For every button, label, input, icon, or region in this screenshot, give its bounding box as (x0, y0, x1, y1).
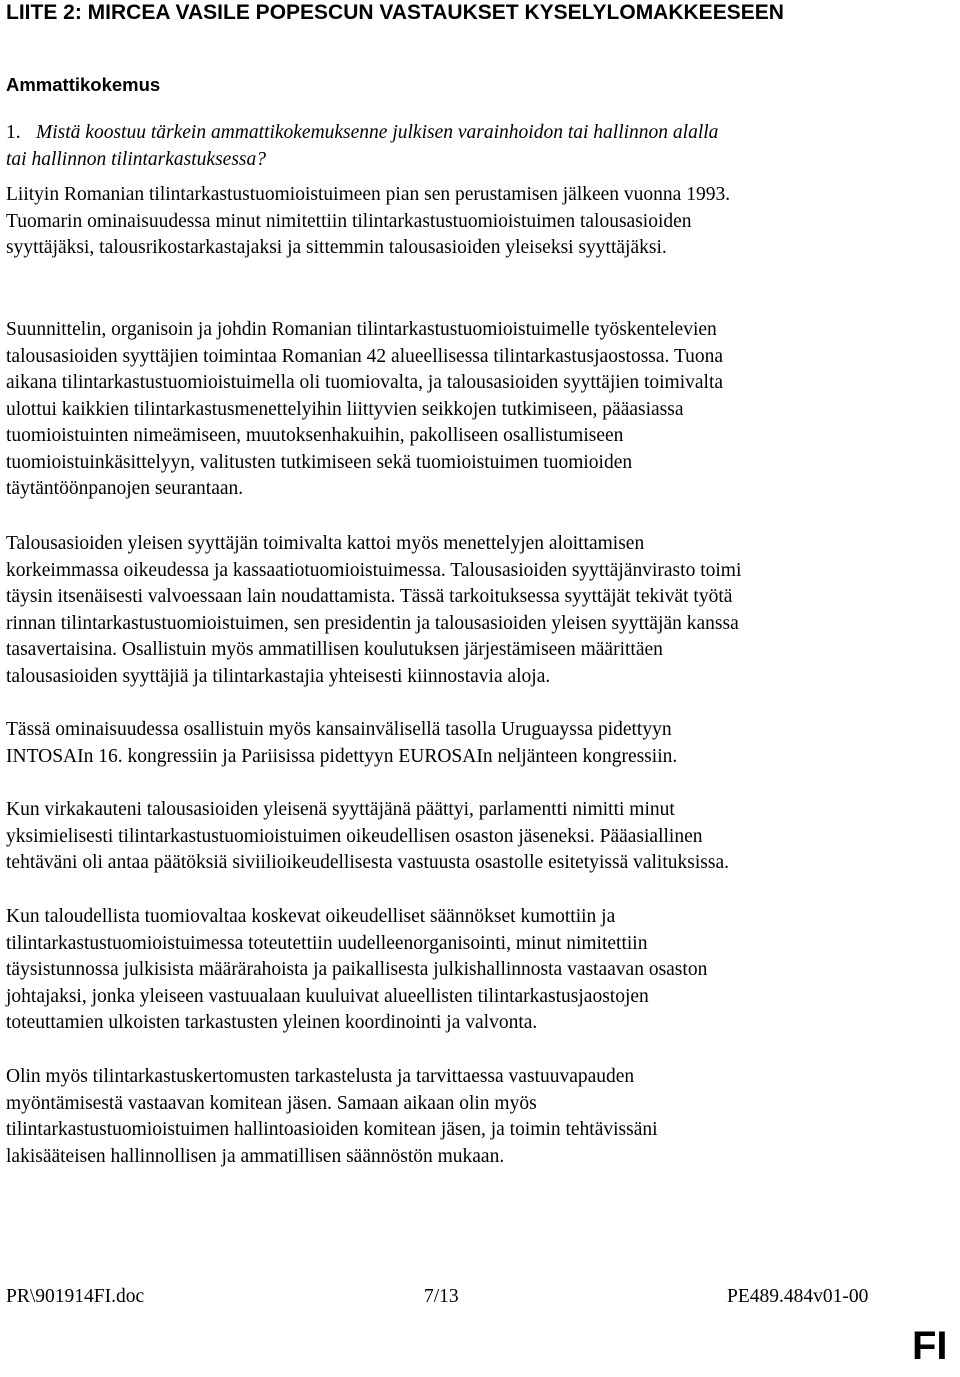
paragraph-line: Tässä ominaisuudessa osallistuin myös kansainvälisellä tasolla Uruguayssa pidettyyn (6, 719, 672, 740)
paragraph-line: tasavertaisina. Osallistuin myös ammatillisen koulutuksen järjestämiseen määrittäen (6, 639, 663, 660)
paragraph-line: syyttäjäksi, talousrikostarkastajaksi ja sittemmin talousasioiden yleiseksi syyttäjäksi. (6, 237, 667, 258)
paragraph-line: tuomioistuinten nimeämiseen, muutoksenhakuihin, pakolliseen osallistumiseen (6, 425, 624, 446)
paragraph-7 (6, 1064, 906, 1170)
paragraph-line: tehtäväni oli antaa päätöksiä siviilioikeudellisesta vastuusta osastolle esitetyissä valituksissa. (6, 852, 729, 873)
paragraph-line: Talousasioiden yleisen syyttäjän toimivalta kattoi myös menettelyjen aloittamisen (6, 533, 645, 554)
paragraph-line: Olin myös tilintarkastuskertomusten tarkastelusta ja tarvittaessa vastuuvapauden (6, 1066, 635, 1087)
paragraph-1 (6, 182, 906, 262)
paragraph-line: toteuttamien ulkoisten tarkastusten yleinen koordinointi ja valvonta. (6, 1012, 538, 1033)
footer-document-id: PR\901914FI.doc (6, 1286, 145, 1307)
paragraph-3 (6, 531, 906, 690)
paragraph-line: ulottui kaikkien tilintarkastusmenettelyihin liittyvien seikkojen tutkimiseen, pääasiassa (6, 398, 684, 420)
paragraph-line: Tuomarin ominaisuudessa minut nimitettiin tilintarkastustuomioistuimen talousasioiden (6, 210, 692, 232)
question-1 (6, 120, 906, 173)
paragraph-line: korkeimmassa oikeudessa ja kassaatiotuomioistuimessa. Talousasioiden syyttäjänvirasto toimi (6, 559, 742, 581)
paragraph-line: Kun virkakauteni talousasioiden yleisenä syyttäjänä päättyi, parlamentti nimitti minut (6, 799, 675, 820)
paragraph-line: Suunnittelin, organisoin ja johdin Romanian tilintarkastustuomioistuimelle työskentelevien (6, 319, 717, 340)
paragraph-line: lakisääteisen hallinnollisen ja ammatillisen säännöstön mukaan. (6, 1145, 505, 1167)
paragraph-5 (6, 797, 906, 877)
paragraph-line: INTOSAIn 16. kongressiin ja Pariisissa pidettyyn EUROSAIn neljänteen kongressiin. (6, 745, 678, 767)
paragraph-line: rinnan tilintarkastustuomioistuimen, sen presidentin ja talousasioiden yleisen syyttäjän kanssa (6, 612, 739, 634)
paragraph-line: tuomioistuinkäsittelyyn, valitusten tutkimiseen sekä tuomioistuimen tuomioiden (6, 451, 633, 473)
question-text-line-2: tai hallinnon tilintarkastuksessa? (6, 148, 267, 170)
paragraph-4 (6, 717, 906, 770)
section-heading: Ammattikokemus (6, 74, 161, 95)
footer-page-number: 7/13 (424, 1286, 459, 1307)
paragraph-6 (6, 904, 906, 1037)
language-mark: FI (912, 1324, 948, 1368)
question-text-line-1: Mistä koostuu tärkein ammattikokemuksenne julkisen varainhoidon tai hallinnon alalla (36, 122, 719, 143)
paragraph-2 (6, 317, 906, 503)
paragraph-line: täytäntöönpanojen seurantaan. (6, 478, 244, 499)
paragraph-line: johtajaksi, jonka yleiseen vastuualaan kuuluivat alueellisten tilintarkastusjaostojen (6, 985, 649, 1007)
page-title: LIITE 2: MIRCEA VASILE POPESCUN VASTAUKSET KYSELYLOMAKKEESEEN (6, 1, 784, 24)
paragraph-line: tilintarkastustuomioistuimen hallintoasioiden komitean jäsen, ja toimin tehtävissäni (6, 1119, 658, 1140)
question-number: 1. (6, 122, 21, 143)
footer-reference: PE489.484v01-00 (727, 1286, 869, 1307)
paragraph-line: täysin itsenäisesti valvoessaan lain noudattamista. Tässä tarkoituksessa syyttäjät tekivät työtä (6, 586, 733, 607)
paragraph-line: Kun taloudellista tuomiovaltaa koskevat oikeudelliset säännökset kumottiin ja (6, 906, 616, 927)
paragraph-line: Liityin Romanian tilintarkastustuomioistuimeen pian sen perustamisen jälkeen vuonna 1993. (6, 184, 731, 205)
paragraph-line: aikana tilintarkastustuomioistuimella oli tuomiovalta, ja talousasioiden syyttäjien toimivalta (6, 372, 724, 393)
paragraph-line: talousasioiden syyttäjiä ja tilintarkastajia yhteisesti kiinnostavia aloja. (6, 665, 551, 687)
paragraph-line: myöntämisestä vastaavan komitean jäsen. Samaan aikaan olin myös (6, 1092, 537, 1114)
paragraph-line: talousasioiden syyttäjien toimintaa Romanian 42 alueellisessa tilintarkastusjaostossa. Tuona (6, 345, 724, 367)
paragraph-line: täysistunnossa julkisista määrärahoista ja paikallisesta julkishallinnosta vastaavan osaston (6, 959, 708, 980)
paragraph-line: yksimielisesti tilintarkastustuomioistuimen oikeudellisen osaston jäseneksi. Pääasiallinen (6, 825, 703, 847)
paragraph-line: tilintarkastustuomioistuimessa toteutettiin uudelleenorganisointi, minut nimitettiin (6, 932, 648, 954)
